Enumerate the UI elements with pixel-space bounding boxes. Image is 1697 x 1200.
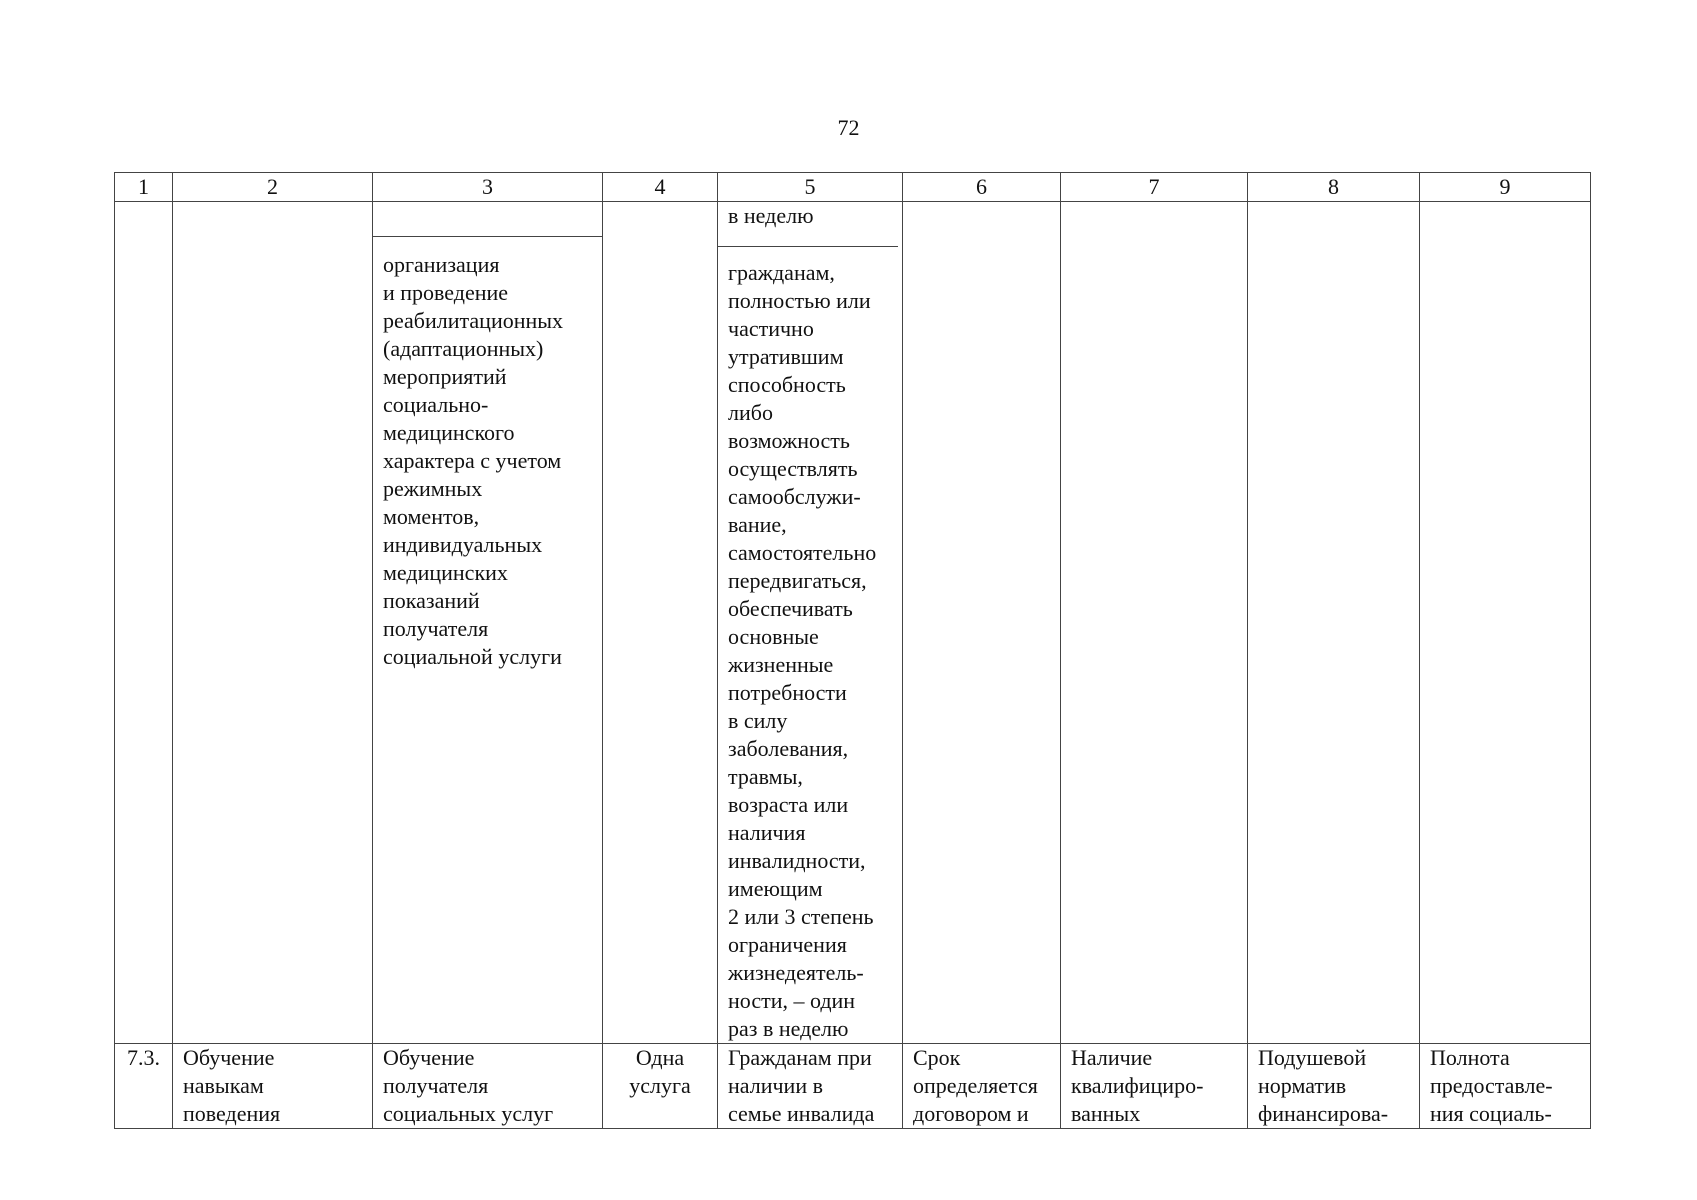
row-7-3-funding: Подушевой норматив финансирова-: [1248, 1044, 1420, 1129]
row-7-3: [115, 1044, 1591, 1129]
header-cell-1: 1: [115, 173, 173, 202]
row-7-3-number: 7.3.: [115, 1044, 173, 1129]
row-7-3-quality: Полнота предоставле- ния социаль-: [1420, 1044, 1591, 1129]
row-7-3-unit: Одна услуга: [603, 1044, 718, 1129]
header-cell-6: 6: [903, 173, 1061, 202]
row-7-3-description: Обучение получателя социальных услуг: [373, 1044, 603, 1129]
cont-cell-3-text: организация и проведение реабилитационных (адаптационных) мероприятий социально- медицинского характера с учетом режимных моментов, индивидуальных медицинских показаний получателя социальной услуги: [383, 252, 564, 669]
continuation-row: [115, 202, 1591, 1044]
cont-cell-2: [173, 202, 373, 1044]
cont-cell-7: [1061, 202, 1248, 1044]
row-7-3-service-name: Обучение навыкам поведения: [173, 1044, 373, 1129]
cont-cell-3: [373, 202, 603, 1044]
row-7-3-frequency: Гражданам при наличии в семье инвалида: [718, 1044, 903, 1129]
cont-cell-5: [718, 202, 903, 1044]
header-row: [115, 173, 1591, 202]
services-table: [114, 172, 1591, 1129]
header-cell-7: 7: [1061, 173, 1248, 202]
cont-cell-8: [1248, 202, 1420, 1044]
cont-cell-5-text: гражданам, полностью или частично утратившим способность либо возможность осуществлять самообслужи- вание, самостоятельно передвигаться, обеспечивать основные жизненные потребности в силу заболевания, травмы, возраста или наличия инвалидности, имеющим 2 или 3 степень ограничения жизнедеятель- ности, – один раз в неделю: [728, 260, 877, 1041]
header-cell-9: 9: [1420, 173, 1591, 202]
cont-cell-5-top-text: в неделю: [718, 202, 898, 247]
cont-cell-6: [903, 202, 1061, 1044]
cont-cell-3-empty-subrow: [373, 202, 602, 237]
header-cell-4: 4: [603, 173, 718, 202]
page-number: 72: [837, 115, 860, 140]
header-cell-3: 3: [373, 173, 603, 202]
row-7-3-term: Срок определяется договором и: [903, 1044, 1061, 1129]
cont-cell-9: [1420, 202, 1591, 1044]
cont-cell-1: [115, 202, 173, 1044]
header-cell-2: 2: [173, 173, 373, 202]
header-cell-8: 8: [1248, 173, 1420, 202]
cont-cell-4: [603, 202, 718, 1044]
header-cell-5: 5: [718, 173, 903, 202]
row-7-3-requirements: Наличие квалифициро- ванных: [1061, 1044, 1248, 1129]
